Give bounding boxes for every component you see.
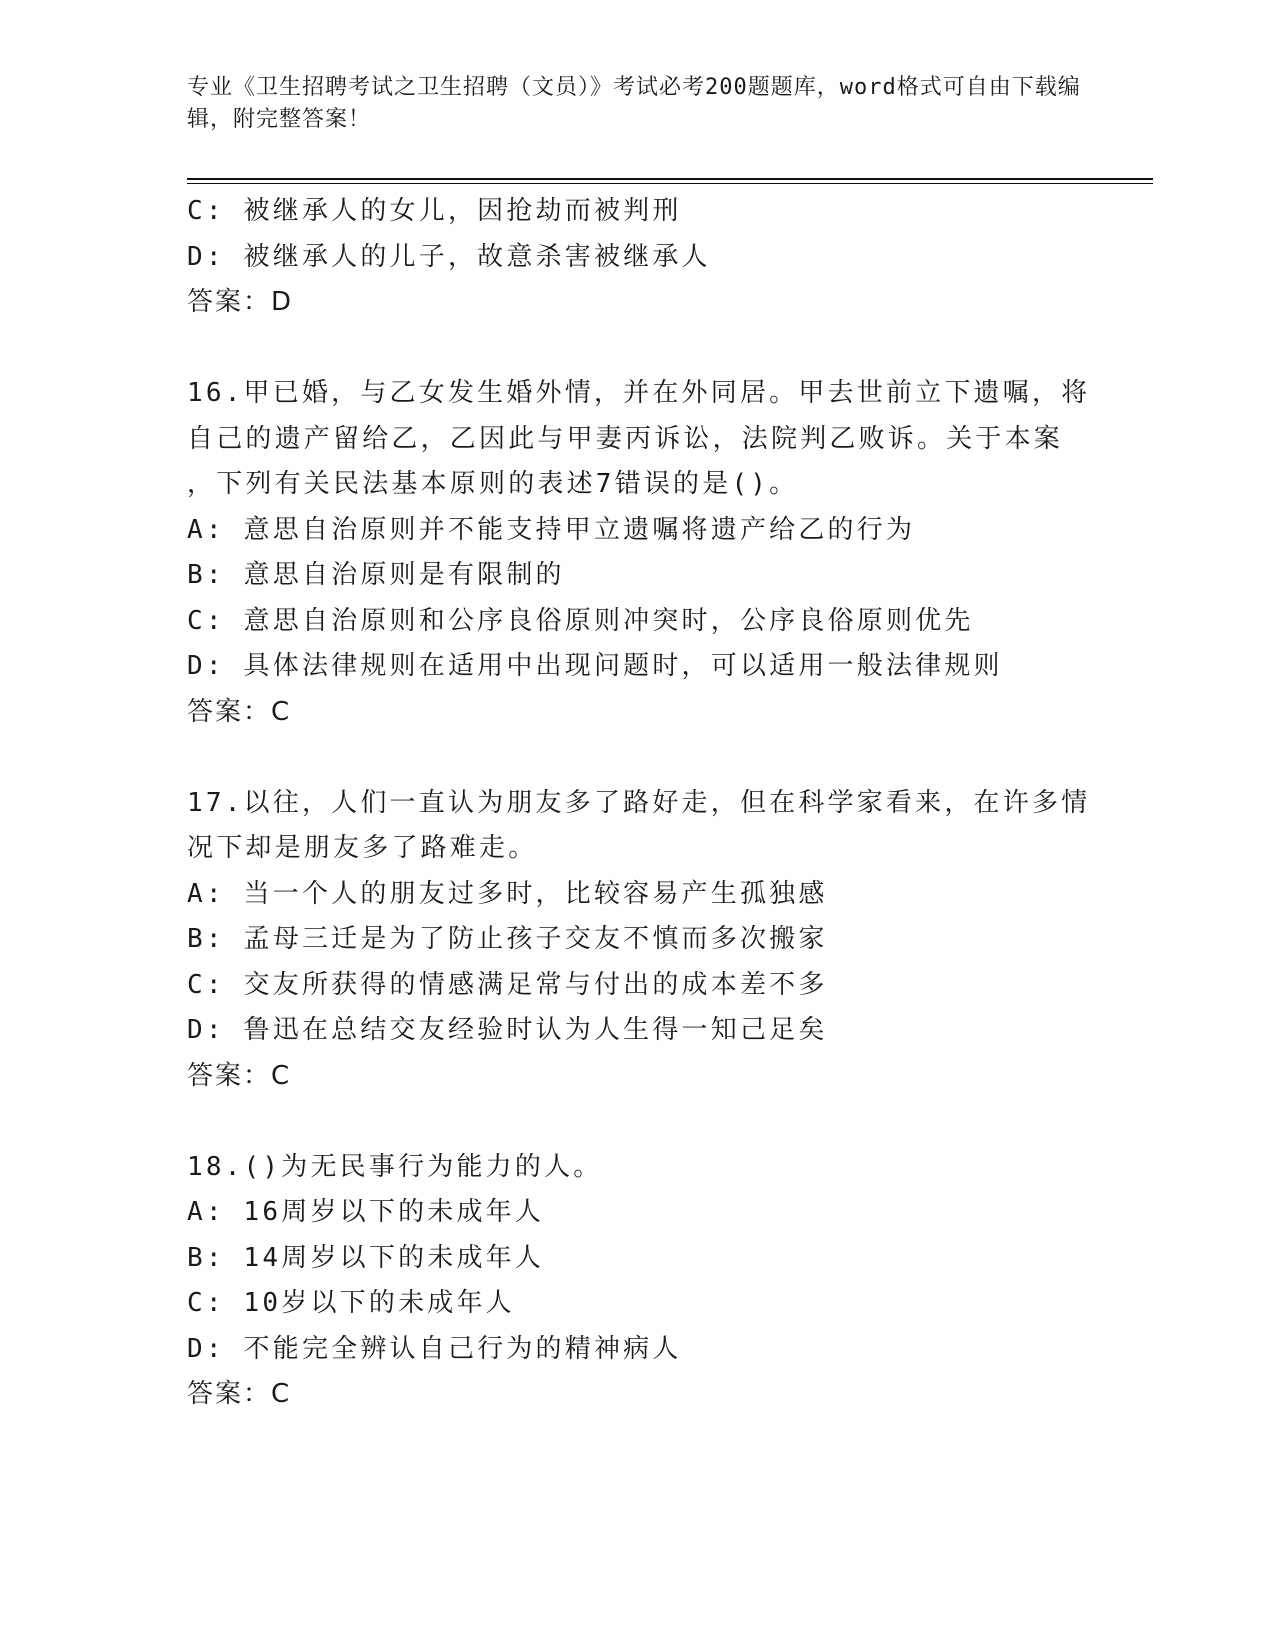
spacer bbox=[187, 735, 1087, 781]
document-header: 专业《卫生招聘考试之卫生招聘（文员）》考试必考200题题库，word格式可自由下载编辑，附完整答案！ bbox=[187, 75, 1081, 132]
question-17 bbox=[187, 781, 1091, 1100]
answer: 答案：C bbox=[187, 696, 292, 727]
question-stem-line: 17.以往，人们一直认为朋友多了路好走，但在科学家看来，在许多情 bbox=[187, 787, 1091, 818]
question-stem-line: 自己的遗产留给乙，乙因此与甲妻丙诉讼，法院判乙败诉。关于本案 bbox=[187, 423, 1064, 454]
answer: 答案：D bbox=[187, 287, 294, 317]
option-b: B: 孟母三迁是为了防止孩子交友不慎而多次搬家 bbox=[187, 924, 828, 954]
header-divider-thin bbox=[187, 183, 1153, 184]
spacer bbox=[187, 326, 1087, 372]
question-stem-line: 况下却是朋友多了路难走。 bbox=[187, 833, 538, 863]
option-b: B: 意思自治原则是有限制的 bbox=[187, 560, 565, 590]
question-content bbox=[187, 189, 1091, 1418]
question-stem-line: 16.甲已婚，与乙女发生婚外情，并在外同居。甲去世前立下遗嘱，将 bbox=[187, 378, 1091, 408]
option-c: C: 被继承人的女儿，因抢劫而被判刑 bbox=[187, 196, 682, 226]
option-d: D: 鲁迅在总结交友经验时认为人生得一知己足矣 bbox=[187, 1015, 828, 1045]
option-a: A: 意思自治原则并不能支持甲立遗嘱将遗产给乙的行为 bbox=[187, 514, 916, 545]
option-b: B: 14周岁以下的未成年人 bbox=[187, 1242, 545, 1273]
question-stem-line: 18.()为无民事行为能力的人。 bbox=[187, 1151, 603, 1182]
option-c: C: 意思自治原则和公序良俗原则冲突时，公序良俗原则优先 bbox=[187, 605, 974, 636]
spacer bbox=[187, 1099, 1087, 1145]
option-a: A: 当一个人的朋友过多时，比较容易产生孤独感 bbox=[187, 878, 828, 909]
option-d: D: 不能完全辨认自己行为的精神病人 bbox=[187, 1333, 682, 1364]
option-d: D: 被继承人的儿子，故意杀害被继承人 bbox=[187, 241, 711, 272]
option-d: D: 具体法律规则在适用中出现问题时，可以适用一般法律规则 bbox=[187, 651, 1003, 681]
answer: 答案：C bbox=[187, 1060, 292, 1091]
header-divider-thick bbox=[187, 178, 1153, 180]
question-18 bbox=[187, 1145, 1087, 1418]
question-16 bbox=[187, 371, 1091, 735]
question-stem-line: ，下列有关民法基本原则的表述7错误的是()。 bbox=[187, 469, 799, 499]
option-a: A: 16周岁以下的未成年人 bbox=[187, 1197, 545, 1227]
question-15 bbox=[187, 189, 1087, 326]
option-c: C: 10岁以下的未成年人 bbox=[187, 1288, 515, 1318]
option-c: C: 交友所获得的情感满足常与付出的成本差不多 bbox=[187, 969, 828, 1000]
answer: 答案：C bbox=[187, 1379, 292, 1409]
